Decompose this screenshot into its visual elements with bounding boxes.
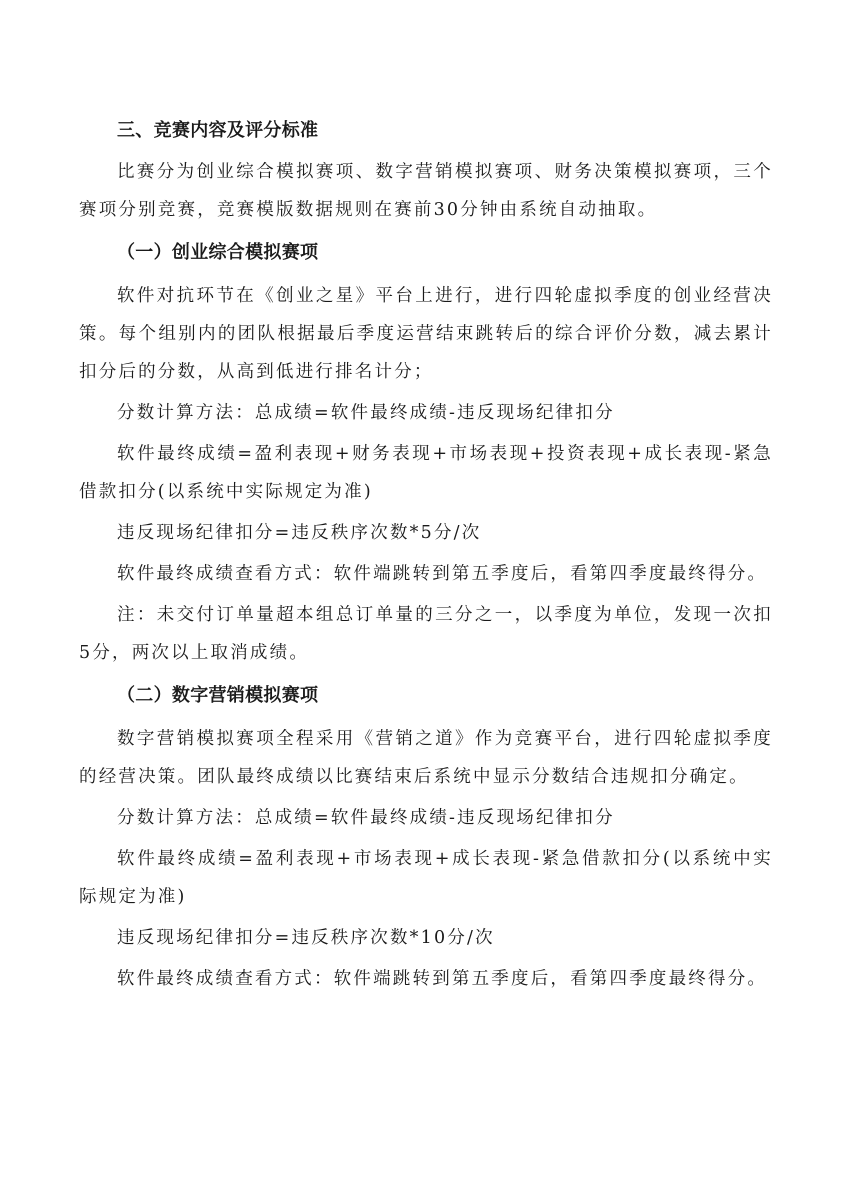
part1-paragraph-5: 软件最终成绩查看方式：软件端跳转到第五季度后，看第四季度最终得分。 [117, 564, 768, 584]
part2-paragraph-5: 软件最终成绩查看方式：软件端跳转到第五季度后，看第四季度最终得分。 [117, 969, 768, 989]
part1-paragraph-1: 软件对抗环节在《创业之星》平台上进行，进行四轮虚拟季度的创业经营决策。每个组别内的团队根据最后季度运营结束跳转后的综合评价分数，减去累计扣分后的分数，从高到低进行排名计分； [79, 286, 773, 382]
section-title: 三、竞赛内容及评分标准 [117, 120, 319, 141]
part1-title: （一）创业综合模拟赛项 [117, 242, 319, 263]
intro-paragraph: 比赛分为创业综合模拟赛项、数字营销模拟赛项、财务决策模拟赛项，三个赛项分别竞赛，竞赛模版数据规则在赛前30分钟由系统自动抽取。 [79, 162, 773, 220]
part2-paragraph-2: 分数计算方法：总成绩=软件最终成绩-违反现场纪律扣分 [117, 808, 615, 828]
part2-title: （二）数字营销模拟赛项 [117, 685, 319, 706]
part2-paragraph-1: 数字营销模拟赛项全程采用《营销之道》作为竞赛平台，进行四轮虚拟季度的经营决策。团队最终成绩以比赛结束后系统中显示分数结合违规扣分确定。 [79, 729, 773, 787]
part2-paragraph-3: 软件最终成绩=盈利表现+市场表现+成长表现-紧急借款扣分(以系统中实际规定为准) [79, 849, 773, 907]
part1-paragraph-4: 违反现场纪律扣分=违反秩序次数*5分/次 [117, 523, 482, 543]
part1-paragraph-3: 软件最终成绩=盈利表现+财务表现+市场表现+投资表现+成长表现-紧急借款扣分(以系统中实际规定为准) [79, 444, 773, 502]
part1-note: 注：未交付订单量超本组总订单量的三分之一，以季度为单位，发现一次扣5分，两次以上取消成绩。 [79, 605, 773, 663]
part2-paragraph-4: 违反现场纪律扣分=违反秩序次数*10分/次 [117, 928, 495, 948]
part1-paragraph-2: 分数计算方法：总成绩=软件最终成绩-违反现场纪律扣分 [117, 403, 615, 423]
document-page [79, 113, 773, 1001]
